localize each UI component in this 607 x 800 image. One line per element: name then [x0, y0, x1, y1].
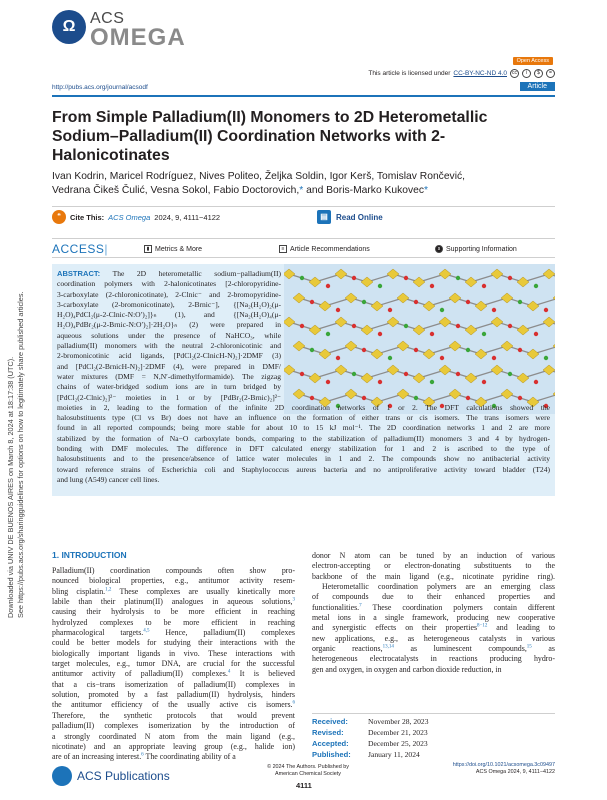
- document-icon: ≡: [279, 245, 287, 253]
- authors-line-2: [52, 184, 532, 198]
- abstract-line: chains of water-bridged sodium ions are in turn bridged by: [57, 382, 281, 392]
- cite-journal: ACS Omega: [108, 212, 151, 222]
- body-text-line: that a cis−trans isomerization of palladium(II) complexes in: [52, 679, 295, 689]
- body-text-line: causing their hydrolysis to be more efficient in reaching: [52, 607, 295, 617]
- journal-url-link[interactable]: http://pubs.acs.org/journal/acsodf: [52, 84, 148, 91]
- date-label: Published:: [312, 750, 351, 759]
- body-text-line: labile than their platinum(II) analogues in aqueous solutions,$^3$: [52, 597, 295, 607]
- date-label: Received:: [312, 717, 348, 726]
- citation-ref[interactable]: 15: [526, 644, 532, 650]
- body-text-line: Therefore, the synthetic protocols that would prevent: [52, 710, 295, 720]
- section-heading-introduction: 1. INTRODUCTION: [52, 550, 127, 560]
- abstract-line: 2-bromonicotinic acid ligands, [PdCl₂(2-ClnicH-N)₂]·2DMF (3): [57, 351, 281, 361]
- license-line: [368, 69, 555, 78]
- by-icon: i: [522, 69, 531, 78]
- license-link[interactable]: CC-BY-NC-ND 4.0: [453, 70, 507, 77]
- citation-ref[interactable]: 6: [292, 700, 295, 706]
- title-divider: [52, 95, 555, 97]
- metrics-link[interactable]: [144, 245, 202, 253]
- cc-icon: cc: [512, 70, 517, 76]
- cite-label: Cite This:: [70, 212, 105, 222]
- abstract-line: H₂O)₄PdCl₂(μ-2-Clnic-N:O′)₂]}ₙ (1), and {[Na₂(H₂O)₄(μ-: [57, 310, 281, 320]
- body-text-line: new applications, e.g., as heterogeneous catalysts in various: [312, 633, 555, 643]
- corresponding-author-marker[interactable]: *: [299, 185, 304, 196]
- acs-publications-logo[interactable]: [52, 766, 170, 786]
- date-value: December 25, 2023: [368, 739, 428, 748]
- citation-ref[interactable]: 7: [359, 603, 362, 609]
- publication-dates: [312, 713, 555, 760]
- abstract-text: [57, 269, 550, 485]
- abstract-line: found in all reported compounds; being more stable for about 10 to 15 kJ mol⁻¹. The 2D coordination networks 1 and 2 are more: [57, 423, 550, 433]
- date-value: January 11, 2024: [368, 750, 420, 759]
- citation-ref[interactable]: 6: [141, 752, 144, 758]
- body-text-line: Heterometallic coordination polymers are an emerging class: [322, 582, 555, 592]
- copyright-line-2: American Chemical Society: [275, 770, 341, 777]
- abstract-line: H₂O)₄PdBr₂(μ-2-Brnic-N:O′)₂]·2H₂O}ₙ (2) were prepared in: [57, 320, 281, 330]
- abstract-line: and [PdCl₂(2-BrnicH-N)₂]·2DMF (4), were prepared in DMF/: [57, 361, 281, 371]
- authors-line-1: Ivan Kodrin, Maricel Rodríguez, Nives Politeo, Željka Soldin, Igor Kerš, Tomislav Rončević,: [52, 171, 466, 182]
- read-online-icon: ▤: [317, 210, 331, 224]
- abstract-line: 3-carboxylate (2-chloronicotinate), 2-Clnic⁻ and 2-bromopyridine-: [57, 289, 281, 299]
- intro-column-left: [52, 566, 295, 763]
- body-text-line: donor N atom can be tuned by an induction of various: [312, 551, 555, 560]
- body-text-line: a strongly coordinated N atom from the main ligand (e.g.,: [52, 731, 295, 741]
- supporting-info-link[interactable]: [435, 245, 517, 253]
- abstract-label: ABSTRACT:: [57, 269, 101, 278]
- body-text-line: solution, promoted by a fast palladium(II) hydrolysis, hinders: [52, 690, 295, 700]
- read-online-label: Read Online: [336, 212, 383, 222]
- abstract-line: halosubstituents type (Cl vs Br) does not have an influence on the formation of either trans or cis isomers. The trans isomers were: [57, 413, 550, 423]
- recommendations-label: Article Recommendations: [290, 245, 370, 253]
- bar-chart-icon: ▮: [144, 245, 152, 253]
- citation-ref[interactable]: 1,2: [105, 587, 112, 593]
- download-note-line-2: See https://pubs.acs.org/sharingguidelines for options on how to legitimately share published articles.: [16, 291, 25, 618]
- nc-icon: $: [534, 69, 543, 78]
- date-label: Accepted:: [312, 739, 349, 748]
- date-row: [312, 738, 555, 749]
- body-text-line: pharmacological targets.$^{4,5}$ Hence, palladium(II) complexes: [52, 628, 295, 638]
- body-text-line: Palladium(II) coordination compounds often show pro-: [52, 566, 295, 575]
- abstract-line: and lung (A549) cancer cell lines.: [57, 474, 160, 484]
- doi-block: [453, 762, 555, 775]
- abstract-line: bonding with DMF molecules. The difference in DFT calculated energy stabilization for 1 and 2 is ascribed to the type of: [57, 444, 550, 454]
- cite-reference: 2024, 9, 4111−4122: [154, 212, 221, 222]
- intro-column-right: [312, 551, 555, 675]
- abstract-line: coordination polymers with 2-halonicotinates [2-chloropyridine-: [57, 279, 281, 289]
- body-text-line: gen and oxygen, in oxygen and carbon dioxide reduction, in: [312, 664, 502, 674]
- quote-icon: ❝: [52, 210, 66, 224]
- citation-ref[interactable]: 13,14: [382, 644, 394, 650]
- body-text-line: of compounds due to their enhanced properties and: [312, 592, 555, 602]
- date-row: [312, 727, 555, 738]
- article-title: From Simple Palladium(II) Monomers to 2D Heterometallic Sodium–Palladium(II) Coordination Networks with 2-Halonicotinates: [52, 109, 488, 164]
- authors-line-2b: and Boris-Marko Kukovec: [303, 185, 425, 196]
- license-prefix: This article is licensed under: [368, 70, 451, 77]
- abstract-line: stabilized by the formation of Na−O carboxylate bonds, comparing to the stabilization of palladium(II) monomers 3 and 4 by hydrogen-: [57, 433, 550, 443]
- abstract-line: aqueous solutions under the presence of NaHCO₃, while: [57, 330, 281, 340]
- body-text-line: functionalities.$^7$ These coordination polymers contain different: [312, 602, 555, 612]
- author-list: [52, 170, 532, 198]
- publisher-name: ACS Publications: [77, 769, 170, 783]
- date-value: November 28, 2023: [368, 717, 429, 726]
- corresponding-author-marker[interactable]: *: [424, 185, 429, 196]
- abstract-line: toward reference strains of Escherichia coli and Staphylococcus aureus bacteria and no antiproliferative activity toward bladder (T24): [57, 464, 550, 474]
- date-row: [312, 716, 555, 727]
- article-type-tag: Article: [520, 82, 555, 91]
- download-note-line-1: Downloaded via UNIV DE BUENOS AIRES on March 8, 2024 at 18:17:38 (UTC).: [6, 356, 15, 618]
- body-text-line: electron-accepting or electron-donating substituents to the: [312, 561, 555, 571]
- abstract-line: water mixtures (DMF = N,N′-dimethylformamide). The zigzag: [57, 371, 281, 381]
- body-text-line: metal ions in a single framework, producing new cooperative: [312, 613, 555, 623]
- doi-link[interactable]: https://doi.org/10.1021/acsomega.3c09497: [452, 762, 555, 768]
- access-bar: [52, 238, 555, 258]
- logo-acs-text: ACS: [90, 10, 125, 27]
- recommendations-link[interactable]: [279, 245, 370, 253]
- abstract-line: palladium(II) monomers with the neutral 2-chloronicotinic and: [57, 341, 281, 351]
- body-text-line: palladium(II) complexes isomerization by the introduction of: [52, 721, 295, 731]
- page-number: 4111: [296, 781, 312, 790]
- abstract-line: moieties in 2, leading to the formation of the infinite 2D coordination networks of 1 or 2. The DFT calculations showed the: [57, 402, 550, 412]
- access-text: ACCESS: [52, 242, 105, 256]
- body-text-line: the antitumor efficiency of the usually active cis isomers.$^6$: [52, 700, 295, 710]
- abstract-line: 3-carboxylate (2-bromonicotinate), 2-Brnic⁻], {[Na₂(H₂O)₂(μ-: [57, 299, 281, 309]
- date-label: Revised:: [312, 728, 344, 737]
- abstract-line: [PdCl₂(2-Clnic)₂]²⁻ moieties in 1 or by [PdBr₂(2-Brnic)₂]²⁻: [57, 392, 281, 402]
- body-text-line: antitumor activity of palladium(II) complexes.$^4$ It is believed: [52, 669, 296, 679]
- cite-this-button[interactable]: [52, 207, 295, 227]
- acs-publications-icon: [52, 766, 72, 786]
- access-separator: |: [104, 242, 108, 256]
- body-text-line: could be better models for studying their interactions with the: [52, 638, 295, 648]
- body-text-line: nicotinate) and an appropriate leaving group (e.g., halide ion): [52, 741, 295, 751]
- footer-citation: ACS Omega 2024, 9, 4111−4122: [475, 768, 555, 775]
- abstract-line: halosubstituents and to the presence/absence of lattice water molecules in 1 and 2. The compounds show no antibacterial activity: [57, 454, 550, 464]
- body-text-line: hydrolyzed complexes to be more efficient in reaching: [52, 617, 295, 627]
- body-text-line: backbone of the main ligand (e.g., nicotinate pyridine ring).: [312, 571, 555, 581]
- download-watermark: [4, 240, 30, 620]
- citation-ref[interactable]: 3: [292, 597, 295, 603]
- body-text-line: biologically important ligands in vivo. These interactions with: [52, 648, 295, 658]
- date-row: [312, 749, 555, 760]
- journal-logo[interactable]: [52, 8, 186, 51]
- supporting-label: Supporting Information: [446, 245, 517, 253]
- date-value: December 21, 2023: [368, 728, 428, 737]
- authors-line-2a: Vedrana Čikeš Čulić, Vesna Sokol, Fabio Doctorovich,: [52, 185, 300, 196]
- open-access-badge: Open Access: [513, 57, 553, 65]
- copyright-line-1: © 2024 The Authors. Published by: [267, 764, 349, 770]
- access-label: [52, 242, 108, 256]
- body-text-line: nounced biological properties, e.g., antitumor activity resem-: [52, 576, 295, 586]
- body-text-line: target molecules, e.g., tumor DNA, are crucial for the successful: [52, 659, 295, 669]
- nd-icon: =: [546, 69, 555, 78]
- citation-ref[interactable]: 4,5: [143, 628, 150, 634]
- metrics-label: Metrics & More: [155, 245, 203, 253]
- abstract-line: ABSTRACT: The 2D heterometallic sodium−palladium(II): [57, 269, 281, 278]
- body-text-line: organic reactions,$^{13,14}$ as luminescent compounds,$^{15}$ as: [312, 644, 555, 654]
- abstract-panel: [52, 264, 555, 496]
- logo-omega-text: OMEGA: [90, 24, 186, 51]
- citation-ref[interactable]: 8−12: [477, 623, 488, 629]
- body-text-line: and synergistic effects on their properties$^{8-12}$ and leading to: [312, 623, 555, 633]
- body-text-line: bling cisplatin.$^{1,2}$ These complexes are usually kinetically more: [52, 586, 295, 596]
- read-online-button[interactable]: [317, 207, 383, 227]
- body-text-line: are of an increasing interest.$^6$ The coordinating ability of a: [52, 752, 236, 762]
- acs-omega-icon: Ω: [52, 10, 86, 44]
- copyright-notice: [238, 764, 378, 777]
- si-icon: s: [435, 245, 443, 253]
- cite-row: [52, 206, 555, 226]
- body-text-line: heterogeneous electrocatalysts in reactions producing hydro-: [312, 654, 555, 664]
- citation-ref[interactable]: 4: [227, 669, 231, 675]
